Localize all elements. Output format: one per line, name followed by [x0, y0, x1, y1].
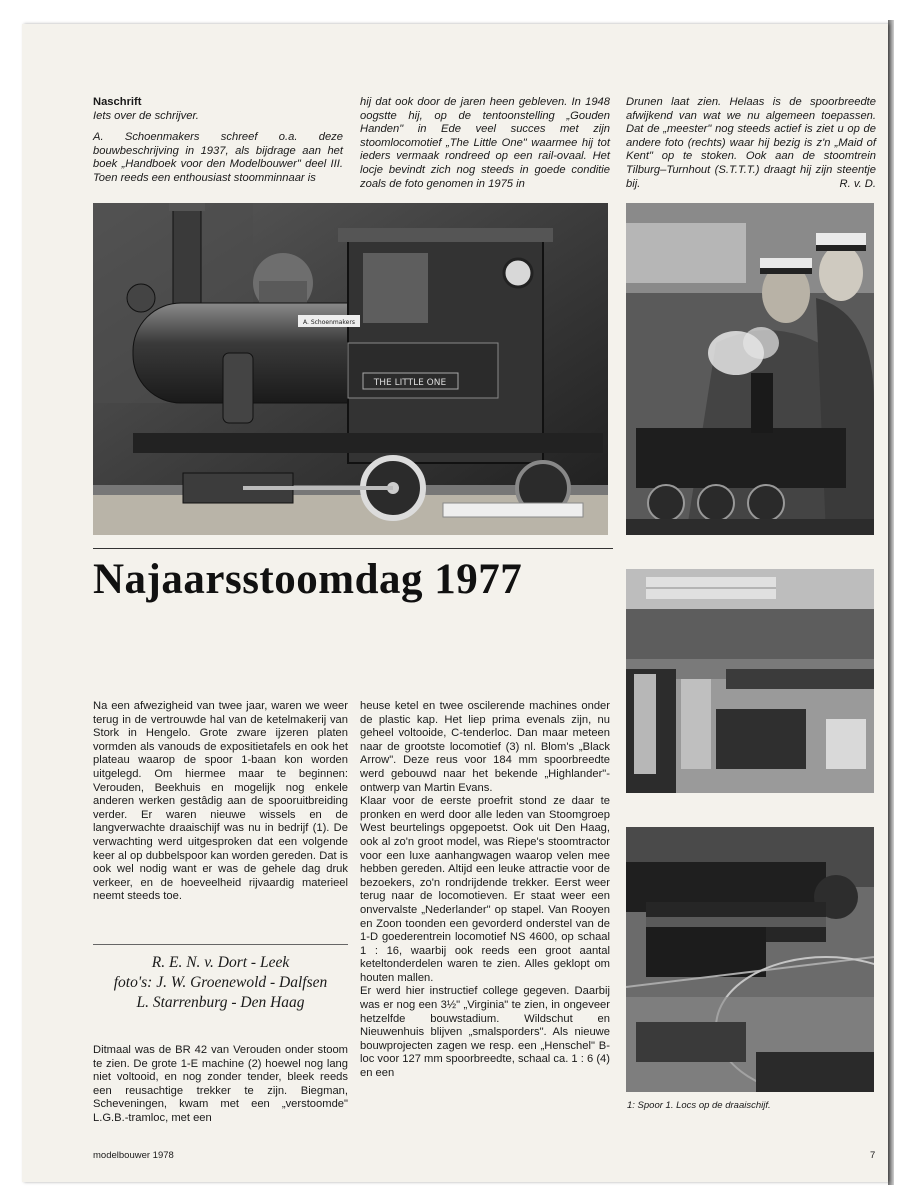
- article-paragraph-3: heuse ketel en twee oscilerende machines onder de plastic kap. Het liep prima evenals zijn, nu geheel voltooide, C-tenderloc. Dan maar meteen naar de grootste locomotief (3) nl. Blom's „Black Arrow". Deze reus voor 184 mm spoorbreedte werd gebouwd naar het bekende „Highlander"-ontwerp van Martin Evans.: [360, 700, 610, 794]
- naschrift-column-1: [93, 96, 343, 186]
- article-column-1: [93, 700, 348, 904]
- locomotive-illustration: [93, 203, 608, 535]
- article-paragraph-4: Klaar voor de eerste proefrit stond ze daar te pronken en werd door alle leden van Stoomgroep West beurtelings opgepoetst. Ook uit Den Haag, ook al zo'n groot model, was Riepe's stoomtractor voor een luxe aanhangwagen waarop velen mee hebben gereden. Altijd een leuke attractie voor de bezoekers, zo'n rondrijdende trekker. Eerst weer terug naar de locomotieven. Er staat weer een onvervalste „Nederlander" op stapel. Van Rooyen en Zoon toonden een gevorderd onderstel van de 1-D goederentrein locomotief NS 4600, op schaal 1 : 16, waarbij ook reeds een groot aantal keteltonderdelen waren te zien. Alles geklopt om houten mallen.: [360, 795, 610, 984]
- article-column-1b: [93, 1044, 348, 1126]
- naschrift-column-3: [626, 96, 876, 191]
- loco-nameplate: THE LITTLE ONE: [373, 378, 447, 388]
- article-headline: Najaarsstoomdag 1977: [93, 556, 523, 603]
- photo-little-one-locomotive: [93, 203, 608, 535]
- photo-exhibition-hall: [626, 569, 874, 793]
- photo-caption: 1: Spoor 1. Locs op de draaischijf.: [627, 1100, 771, 1111]
- author-credits: [93, 944, 348, 1013]
- headline-rule: [93, 548, 613, 549]
- hall-illustration: [626, 569, 874, 793]
- naschrift-text-3: Drunen laat zien. Helaas is de spoorbreedte afwijkend van wat we nu algemeen toepassen. Dat de „meester" nog steeds actief is ziet u op de andere foto (rechts) waar hij bezig is z'n „Maid of Kent" op te stoken. Ook aan de stoomtrein Tilburg–Turnhout (S.T.T.T.) draagt hij zijn steentje bij.: [626, 96, 876, 190]
- naschrift-subheading: Iets over de schrijver.: [93, 109, 199, 122]
- photo-spoor-1-turntable: [626, 827, 874, 1092]
- turntable-illustration: [626, 827, 874, 1092]
- photo-maid-of-kent: [626, 203, 874, 535]
- credits-divider: [93, 944, 348, 945]
- naschrift-signature: R. v. D.: [839, 177, 876, 190]
- page-edge: [888, 20, 894, 1185]
- article-paragraph-5: Er werd hier instructief college gegeven. Daarbij was er nog een 3½" „Virginia" te zien, in ongeveer hetzelfde bouwstadium. Wildschut en Nieuwenhuis blijven „smalsporders". Als nieuwe bouwprojecten zagen we resp. een „Henschel" B-loc voor 127 mm spoorbreedte, schaal ca. 1 : 6 (4) en een: [360, 985, 610, 1080]
- article-column-2: [360, 700, 610, 1081]
- footer-page-number: 7: [870, 1150, 876, 1161]
- naschrift-text-1: A. Schoenmakers schreef o.a. deze bouwbeschrijving in 1937, als bijdrage aan het boek „Handboek voor den Modelbouwer" deel III. Toen reeds een enthousiast stoomminnaar is: [93, 131, 343, 184]
- loco-owner-tag: A. Schoenmakers: [303, 319, 355, 326]
- footer-magazine-name: modelbouwer 1978: [93, 1150, 174, 1161]
- naschrift-heading: Naschrift: [93, 96, 142, 108]
- article-paragraph-1: Na een afwezigheid van twee jaar, waren we weer terug in de vertrouwde hal van de ketelmakerij van Stork in Hengelo. Grote zware ijzeren platen vormden als vanouds de expositietafels en ook het plateau waarop de spoor 1-baan kon worden uitgelegd. Om hiermee maar te beginnen: Verouden, Beekhuis en mogelijk nog enkele anderen werken gestâdig aan de spooruitbreiding verder. Er waren nieuwe wissels en de langverwachte draaischijf was nu in bedrijf (1). De verwachting werd uitgesproken dat een volgende keer al op dubbelspoor kan worden gereden. Dat is ook wel nodig want er was de gehele dag druk verkeer, en de hoeveelheid rijvaardig materieel neemt steeds toe.: [93, 700, 348, 903]
- naschrift-text-2: hij dat ook door de jaren heen gebleven. In 1948 oogstte hij, op de tentoonstelling „Gouden Handen" in Ede veel succes met zijn stoomlocomotief „The Little One" waarmee hij tot ieders vermaak rondreed op een rail-ovaal. Het locje bevindt zich nog steeds in goede conditie zoals de foto genomen in 1975 in: [360, 96, 610, 190]
- credit-photos-1: foto's: J. W. Groenewold - Dalfsen: [113, 974, 328, 991]
- maid-of-kent-illustration: [626, 203, 874, 535]
- credit-photos-2: L. Starrenburg - Den Haag: [136, 994, 305, 1011]
- article-paragraph-2: Ditmaal was de BR 42 van Verouden onder stoom te zien. De grote 1-E machine (2) hoewel nog lang niet voltooid, en nog zonder tender, bleek reeds een reusachtige trekker te zijn. Biegman, Scheveningen, kwam met een „verstoomde" L.G.B.-tramloc, met een: [93, 1044, 348, 1124]
- naschrift-column-2: [360, 96, 610, 191]
- credit-author: R. E. N. v. Dort - Leek: [151, 954, 290, 971]
